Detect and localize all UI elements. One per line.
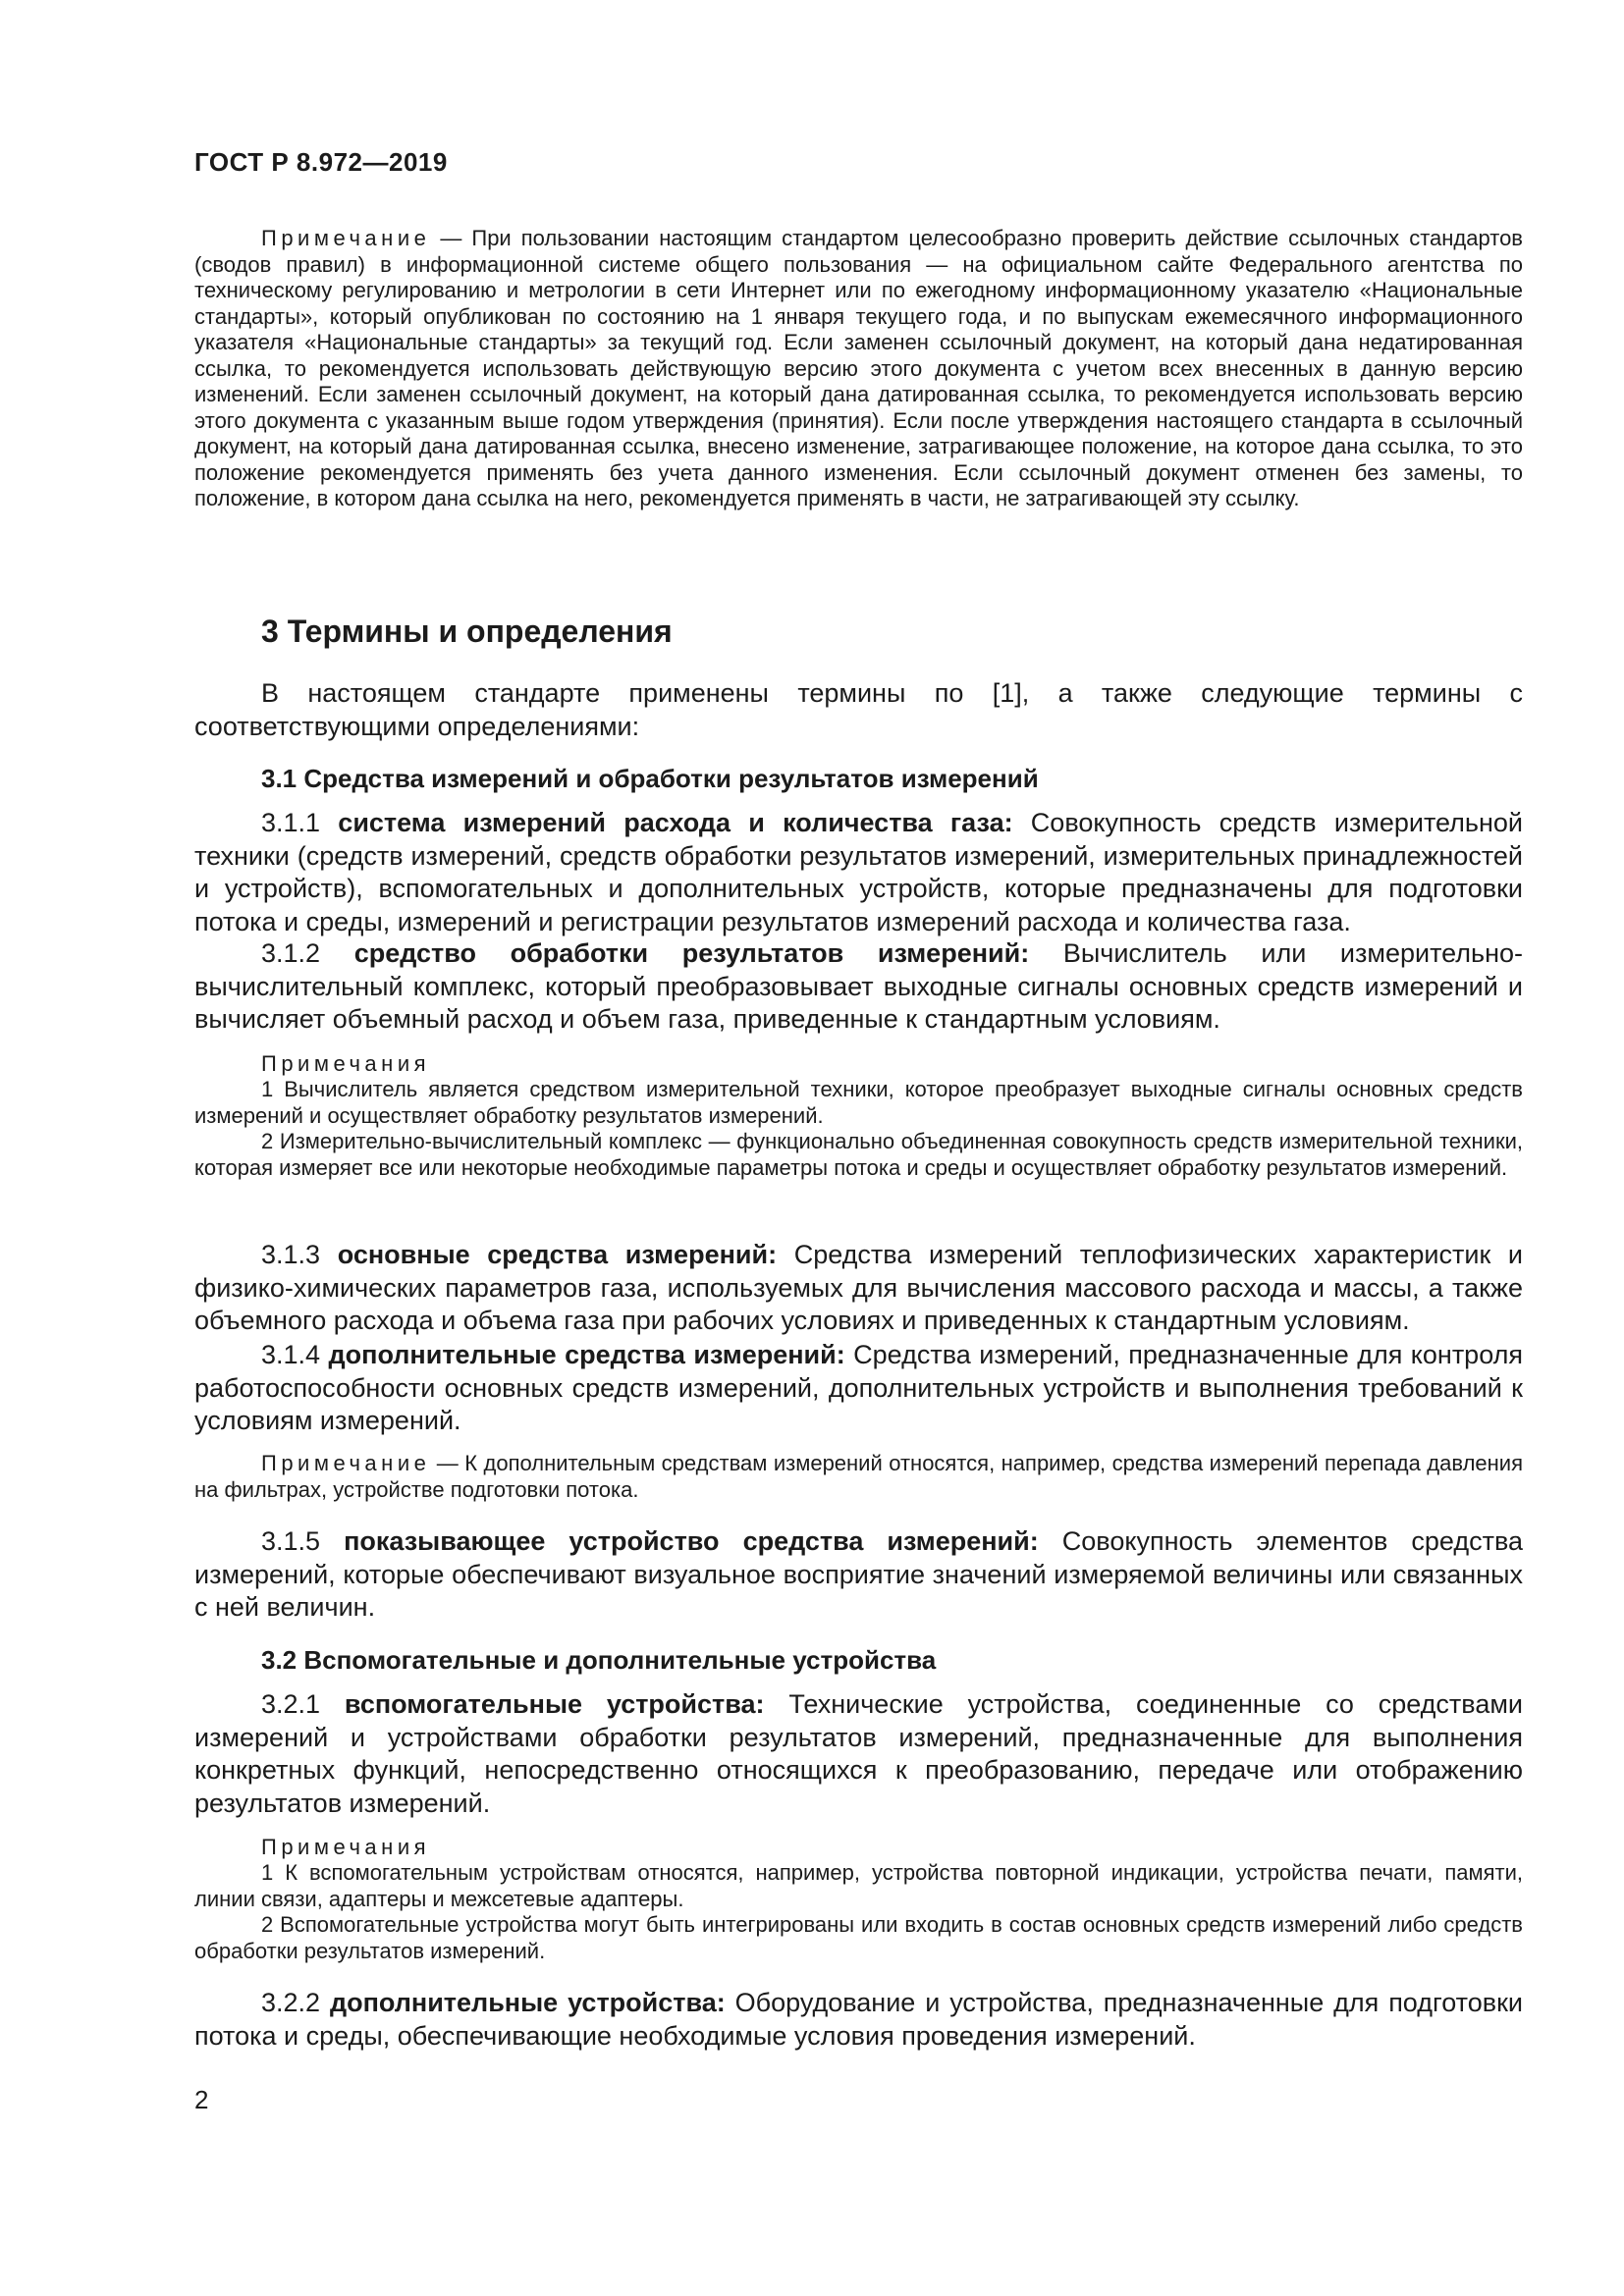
page-number: 2 bbox=[194, 2085, 209, 2114]
subsection-title: 3.2 Вспомогательные и дополнительные устройства bbox=[261, 1645, 937, 1675]
document-header: ГОСТ Р 8.972—2019 bbox=[194, 147, 448, 177]
notes-heading: Примечания bbox=[261, 1835, 431, 1859]
note-item: 1 Вычислитель является средством измерительной техники, которое преобразует выходные сигналы основных средств измерений и осуществляет обработку результатов измерений. bbox=[194, 1077, 1523, 1128]
term-3-1-2 bbox=[194, 937, 1523, 1037]
term-name: дополнительные устройства: bbox=[329, 1988, 726, 2017]
note-text: — К дополнительным средствам измерений относятся, например, средства измерений перепада давления на фильтрах, устройстве подготовки потока. bbox=[194, 1451, 1523, 1502]
note-label: Примечание bbox=[261, 1451, 431, 1475]
term-number: 3.1.5 bbox=[261, 1526, 345, 1556]
notes-heading: Примечания bbox=[261, 1051, 431, 1076]
note-item: 1 К вспомогательным устройствам относятся, например, устройства повторной индикации, устройства печати, памяти, линии связи, адаптеры и межсетевые адаптеры. bbox=[194, 1860, 1523, 1911]
term-3-1-3 bbox=[194, 1239, 1523, 1338]
term-number: 3.1.4 bbox=[261, 1340, 329, 1369]
section-3-title-block bbox=[194, 614, 1523, 650]
term-3-1-1 bbox=[194, 807, 1523, 938]
term-number: 3.1.2 bbox=[261, 938, 354, 968]
term-3-1-4 bbox=[194, 1339, 1523, 1438]
term-number: 3.2.1 bbox=[261, 1689, 345, 1719]
term-3-2-2 bbox=[194, 1987, 1523, 2053]
note-label: Примечание bbox=[261, 226, 431, 250]
term-name: средство обработки результатов измерений: bbox=[353, 938, 1030, 968]
section-intro: В настоящем стандарте применены термины по [1], а также следующие термины с соответствующими определениями: bbox=[194, 678, 1523, 741]
term-3-1-5 bbox=[194, 1525, 1523, 1625]
term-name: дополнительные средства измерений: bbox=[328, 1340, 845, 1369]
note-text: — При пользовании настоящим стандартом целесообразно проверить действие ссылочных стандартов (сводов правил) в информационной системе общего пользования — на официальном сайте Федерального агентства по техническому регулированию и метрологии в сети Интернет или по ежегодному информационному указателю «Национальные стандарты», который опубликован по состоянию на 1 января текущего года, и по выпускам ежемесячного информационного указателя «Национальные стандарты» за текущий год. Если заменен ссылочный документ, на который дана недатированная ссылка, то рекомендуется использовать действующую версию этого документа с учетом всех внесенных в данную версию изменений. Если заменен ссылочный документ, на который дана датированная ссылка, то рекомендуется использовать версию этого документа с указанным выше годом утверждения (принятия). Если после утверждения настоящего стандарта в ссылочный документ, на который дана датированная ссылка, внесено изменение, затрагивающее положение, на которое дана ссылка, то это положение рекомендуется применять без учета данного изменения. Если ссылочный документ отменен без замены, то положение, в котором дана ссылка на него, рекомендуется применять в части, не затрагивающей эту ссылку. bbox=[194, 226, 1523, 510]
term-definition: Совокупность элементов средства измерений, которые обеспечивают визуальное восприятие значений измеряемой величины или связанных с ней величин. bbox=[194, 1526, 1523, 1622]
term-name: система измерений расхода и количества газа: bbox=[338, 808, 1013, 837]
term-definition: Совокупность средств измерительной техники (средств измерений, средств обработки результатов измерений, измерительных принадлежностей и устройств), вспомогательных и дополнительных устройств, которые предназначены для подготовки потока и среды, измерений и регистрации результатов измерений расхода и количества газа. bbox=[194, 808, 1523, 936]
term-3-2-1 bbox=[194, 1688, 1523, 1820]
note-3-1-4 bbox=[194, 1451, 1523, 1503]
term-definition: Средства измерений теплофизических характеристик и физико-химических параметров газа, используемых для вычисления массового расхода и массы, а также объемного расхода и объема газа при рабочих условиях и приведенных к стандартным условиям. bbox=[194, 1240, 1523, 1335]
term-number: 3.2.2 bbox=[261, 1988, 330, 2017]
notes-3-2-1 bbox=[194, 1834, 1523, 1964]
subsection-title: 3.1 Средства измерений и обработки результатов измерений bbox=[261, 764, 1039, 793]
note-item: 2 Вспомогательные устройства могут быть интегрированы или входить в состав основных средств измерений либо средств обработки результатов измерений. bbox=[194, 1912, 1523, 1963]
note-item: 2 Измерительно-вычислительный комплекс — функционально объединенная совокупность средств измерительной техники, которая измеряет все или некоторые необходимые параметры потока и среды и осуществляет обработку результатов измерений. bbox=[194, 1129, 1523, 1180]
note-top bbox=[194, 226, 1523, 512]
term-name: основные средства измерений: bbox=[337, 1240, 778, 1269]
notes-3-1-2 bbox=[194, 1050, 1523, 1181]
term-number: 3.1.3 bbox=[261, 1240, 338, 1269]
term-name: вспомогательные устройства: bbox=[344, 1689, 765, 1719]
section-3-intro-block bbox=[194, 677, 1523, 743]
subsection-3-2-block bbox=[194, 1645, 1523, 1676]
term-definition: Технические устройства, соединенные со средствами измерений и устройствами обработки результатов измерений, предназначенные для выполнения конкретных функций, непосредственно относящихся к преобразованию, передаче или отображению результатов измерений. bbox=[194, 1689, 1523, 1818]
term-name: показывающее устройство средства измерений: bbox=[344, 1526, 1039, 1556]
term-definition: Вычислитель или измерительно-вычислительный комплекс, который преобразовывает выходные сигналы основных средств измерений и вычисляет объемный расход и объем газа, приведенные к стандартным условиям. bbox=[194, 938, 1523, 1034]
term-definition: Оборудование и устройства, предназначенные для подготовки потока и среды, обеспечивающие необходимые условия проведения измерений. bbox=[194, 1988, 1523, 2051]
section-title: 3 Термины и определения bbox=[261, 614, 673, 649]
term-definition: Средства измерений, предназначенные для контроля работоспособности основных средств измерений, дополнительных устройств и выполнения требований к условиям измерений. bbox=[194, 1340, 1523, 1435]
subsection-3-1-block bbox=[194, 764, 1523, 794]
term-number: 3.1.1 bbox=[261, 808, 339, 837]
